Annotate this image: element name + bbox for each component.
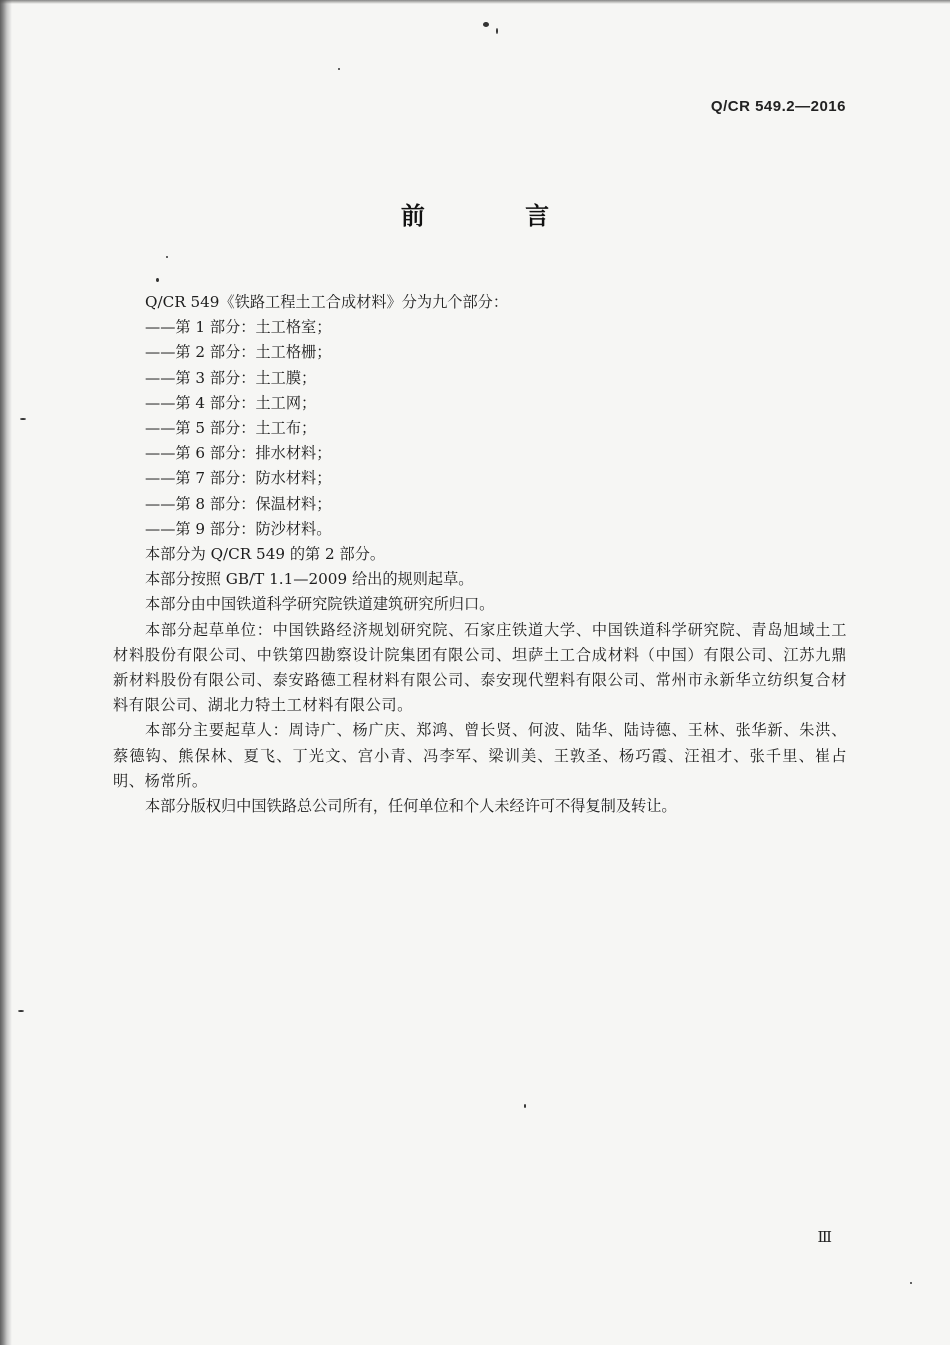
drafters-paragraph: 本部分主要起草人：周诗广、杨广庆、郑鸿、曾长贤、何波、陆华、陆诗德、王林、张华新、朱洪、蔡德钩、熊保林、夏飞、丁光文、宫小青、冯李军、梁训美、王敦圣、杨巧霞、汪祖才、张千里、崔占明、杨常所。 [113,721,847,790]
intro-line: Q/CR 549《铁路工程土工合成材料》分为九个部分： [145,293,509,311]
part-item-6: ——第 6 部分：排水材料； [145,444,332,463]
part-item-9: ——第 9 部分：防沙材料。 [145,519,332,538]
page-number: Ⅲ [817,1228,832,1246]
this-part-paragraph: 本部分为 Q/CR 549 的第 2 部分。 [145,545,386,564]
part-item-2: ——第 2 部分：土工格栅； [145,343,332,362]
drafting-units-paragraph: 本部分起草单位：中国铁路经济规划研究院、石家庄铁道大学、中国铁道科学研究院、青岛旭域土工材料股份有限公司、中铁第四勘察设计院集团有限公司、坦萨土工合成材料（中国）有限公司、江苏九鼎新材料股份有限公司、泰安路德工程材料有限公司、泰安现代塑料有限公司、常州市永新华立纺织复合材料有限公司、湖北力特土工材料有限公司。 [113,620,847,715]
scan-speck [483,22,489,27]
scan-top-edge [0,0,950,4]
drafting-rules-paragraph: 本部分按照 GB/T 1.1—2009 给出的规则起草。 [145,570,474,589]
scan-speck [18,1010,24,1012]
part-item-7: ——第 7 部分：防水材料； [145,469,332,488]
copyright-paragraph: 本部分版权归中国铁路总公司所有，任何单位和个人未经许可不得复制及转让。 [145,797,677,816]
foreword-body [113,290,847,819]
scan-speck [338,68,340,70]
part-item-1: ——第 1 部分：土工格室； [145,318,332,337]
part-item-3: ——第 3 部分：土工膜； [145,368,317,387]
scan-speck [20,418,26,420]
scan-speck [156,278,159,282]
proposed-by-paragraph: 本部分由中国铁道科学研究院铁道建筑研究所归口。 [145,595,495,614]
scan-speck [910,1282,912,1284]
part-item-4: ——第 4 部分：土工网； [145,393,317,412]
scan-speck [496,28,498,34]
page-title: 前 言 [400,202,596,230]
part-item-8: ——第 8 部分：保温材料； [145,494,332,513]
document-code: Q/CR 549.2—2016 [710,98,846,115]
scan-speck [524,1104,526,1108]
scan-speck [166,256,168,258]
part-item-5: ——第 5 部分：土工布； [145,419,317,438]
